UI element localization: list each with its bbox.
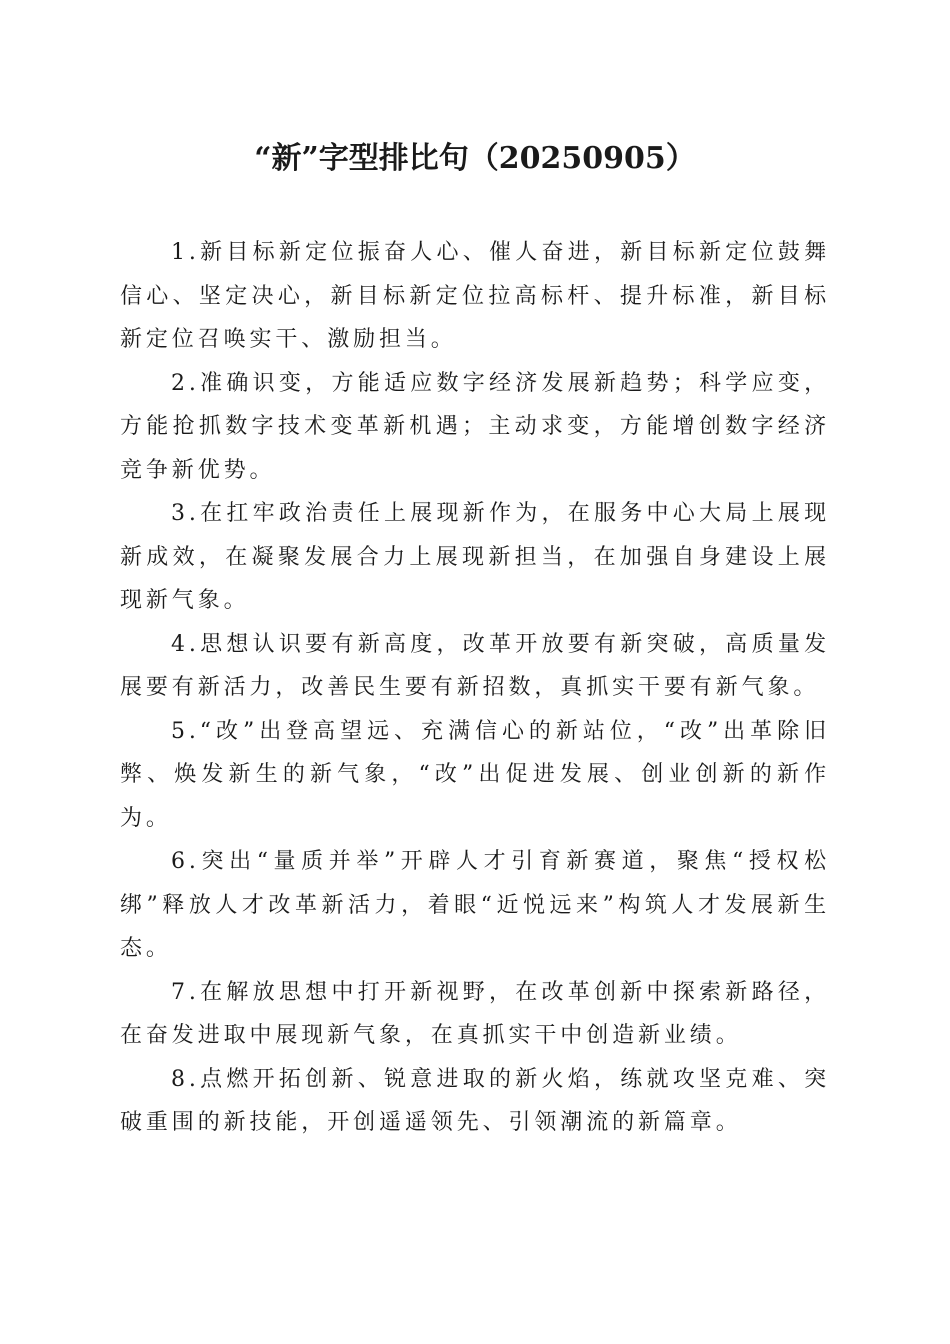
paragraph-8: 8.点燃开拓创新、锐意进取的新火焰，练就攻坚克难、突破重围的新技能，开创遥遥领先、引领潮流的新篇章。 <box>120 1066 830 1135</box>
paragraph-2: 2.准确识变，方能适应数字经济发展新趋势；科学应变，方能抢抓数字技术变革新机遇；主动求变，方能增创数字经济竞争新优势。 <box>120 370 830 483</box>
paragraph-5: 5.“改”出登高望远、充满信心的新站位，“改”出革除旧弊、焕发新生的新气象，“改”出促进发展、创业创新的新作为。 <box>120 718 830 831</box>
document-body <box>120 231 830 1145</box>
paragraph-7: 7.在解放思想中打开新视野，在改革创新中探索新路径，在奋发进取中展现新气象，在真抓实干中创造新业绩。 <box>120 979 830 1048</box>
paragraph-6: 6.突出“量质并举”开辟人才引育新赛道，聚焦“授权松绑”释放人才改革新活力，着眼“近悦远来”构筑人才发展新生态。 <box>120 849 830 961</box>
paragraph-4: 4.思想认识要有新高度，改革开放要有新突破，高质量发展要有新活力，改善民生要有新招数，真抓实干要有新气象。 <box>120 631 830 700</box>
document-title: “新”字型排比句（20250905） <box>254 141 696 176</box>
paragraph-3: 3.在扛牢政治责任上展现新作为，在服务中心大局上展现新成效，在凝聚发展合力上展现新担当，在加强自身建设上展现新气象。 <box>120 501 830 613</box>
paragraph-1: 1.新目标新定位振奋人心、催人奋进，新目标新定位鼓舞信心、坚定决心，新目标新定位拉高标杆、提升标准，新目标新定位召唤实干、激励担当。 <box>120 240 830 352</box>
